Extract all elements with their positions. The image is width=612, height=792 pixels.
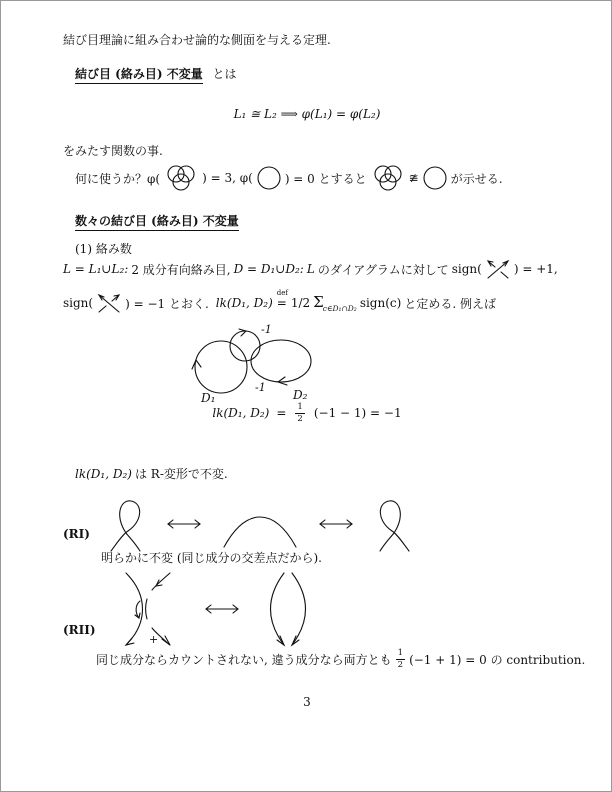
plus-sign-label: + (148, 633, 158, 646)
link-setup-line (63, 254, 558, 284)
usage-line (75, 159, 503, 197)
component-d1-loop (195, 341, 247, 393)
unknot-icon (256, 165, 282, 191)
plain-arc-diagram (220, 493, 300, 555)
crossing-sign-label: -1 (255, 381, 266, 394)
lk-result-rhs: (−1 − 1) = −1 (313, 406, 402, 420)
invariance-text: は R-変形で不変. (134, 467, 228, 481)
orientation-arrow (278, 377, 287, 385)
sigma-symbol: Σ (313, 293, 324, 311)
lk-symbol: lk(D₁, D₂) (215, 296, 273, 310)
setup-text-1: 2 成分有向絡み目, (131, 262, 231, 277)
r1-caption: 明らかに不変 (同じ成分の交差点だから). (101, 551, 322, 565)
page-number: 3 (303, 695, 311, 709)
fraction-denominator: 2 (297, 413, 303, 424)
lk-result-lhs: lk(D₁, D₂) (212, 406, 270, 420)
r1-label: (RI) (63, 527, 90, 541)
double-arrow-icon (200, 603, 244, 615)
separated-strands-diagram (260, 569, 316, 649)
sign-positive-value: ) = +1, (513, 262, 558, 276)
invariants-heading-text: 数々の結び目 (絡み目) 不変量 (75, 214, 239, 231)
define-text: と定める. 例えば (404, 296, 496, 311)
component-d2-loop (251, 340, 311, 382)
component-label-d1: D₁ (201, 391, 216, 405)
usage-question-text: 何に使うか？φ( (75, 171, 161, 186)
def-equals (276, 289, 288, 310)
trefoil-icon (370, 164, 406, 192)
half-coefficient: 1/2 (290, 296, 311, 310)
reidemeister-2-row (63, 569, 316, 649)
condition-line: をみたす関数の事. (63, 144, 163, 158)
linking-diagram (173, 321, 363, 405)
invariant-def-heading-text: 結び目 (絡み目) 不変量 (75, 67, 203, 84)
negative-crossing-icon (96, 292, 122, 314)
double-crossing-diagram (112, 569, 184, 649)
not-congruent-symbol: ≇ (408, 171, 419, 185)
orientation-arrow (192, 360, 201, 369)
lk-definition-line (63, 288, 496, 318)
sign-open-paren: sign( (63, 296, 94, 310)
setup-math-1: L = L₁∪L₂: (63, 262, 129, 276)
def-label: def (276, 289, 288, 297)
invariants-heading (75, 212, 239, 229)
summation (313, 293, 357, 313)
lk-result-equals: = (276, 406, 287, 420)
setup-math-2: D = D₁∪D₂: (233, 262, 304, 276)
invariant-def-heading-suffix: とは (212, 67, 237, 81)
sigma-subscript: c∈D₁∩D₂ (322, 304, 357, 313)
fraction-numerator: 1 (397, 648, 404, 658)
r2-caption-post: (−1 + 1) = 0 の contribution. (409, 652, 586, 667)
trefoil-icon (163, 164, 199, 192)
sign-negative-value: ) = −1 とおく. (125, 296, 209, 311)
double-arrow-icon (162, 518, 206, 530)
component-label-d2: D₂ (293, 388, 308, 402)
r2-caption-pre: 同じ成分ならカウントされない, 違う成分なら両方とも (96, 652, 392, 667)
setup-text-2: のダイアグラムに対して (317, 262, 449, 277)
linking-number-item: (1) 絡み数 (75, 242, 132, 256)
positive-crossing-icon (485, 258, 511, 280)
usage-eq3-text: ) = 3, φ( (202, 171, 253, 185)
r2-label: (RII) (63, 623, 96, 637)
orientation-arrow (239, 329, 246, 336)
intro-line: 結び目理論に組み合わせ論的な側面を与える定理. (63, 33, 331, 47)
usage-shows-text: が示せる. (450, 171, 503, 186)
kink-left-diagram (104, 493, 148, 555)
invariance-line (75, 465, 228, 482)
invariant-def-heading (75, 65, 237, 82)
sign-c-term: sign(c) (359, 296, 402, 310)
crossing-sign-label: -1 (261, 323, 272, 336)
reidemeister-1-row (63, 493, 416, 555)
equals-sign: = (276, 296, 287, 310)
setup-math-3: L (306, 262, 315, 276)
fraction-numerator: 1 (297, 402, 303, 412)
double-arrow-icon (314, 518, 358, 530)
usage-eq0-text: ) = 0 とすると (284, 171, 367, 186)
invariance-math: lk(D₁, D₂) (75, 466, 132, 481)
one-half-fraction (295, 403, 304, 423)
sign-open-paren: sign( (451, 262, 482, 276)
fraction-denominator: 2 (397, 659, 404, 670)
kink-right-diagram (372, 493, 416, 555)
one-half-fraction (396, 649, 405, 669)
orientation-arrow (162, 636, 170, 645)
lk-result-formula (1, 403, 612, 423)
congruence-formula: L₁ ≅ L₂ ⟹ φ(L₁) = φ(L₂) (233, 107, 381, 121)
r2-caption (96, 649, 585, 669)
unknot-icon (422, 165, 448, 191)
